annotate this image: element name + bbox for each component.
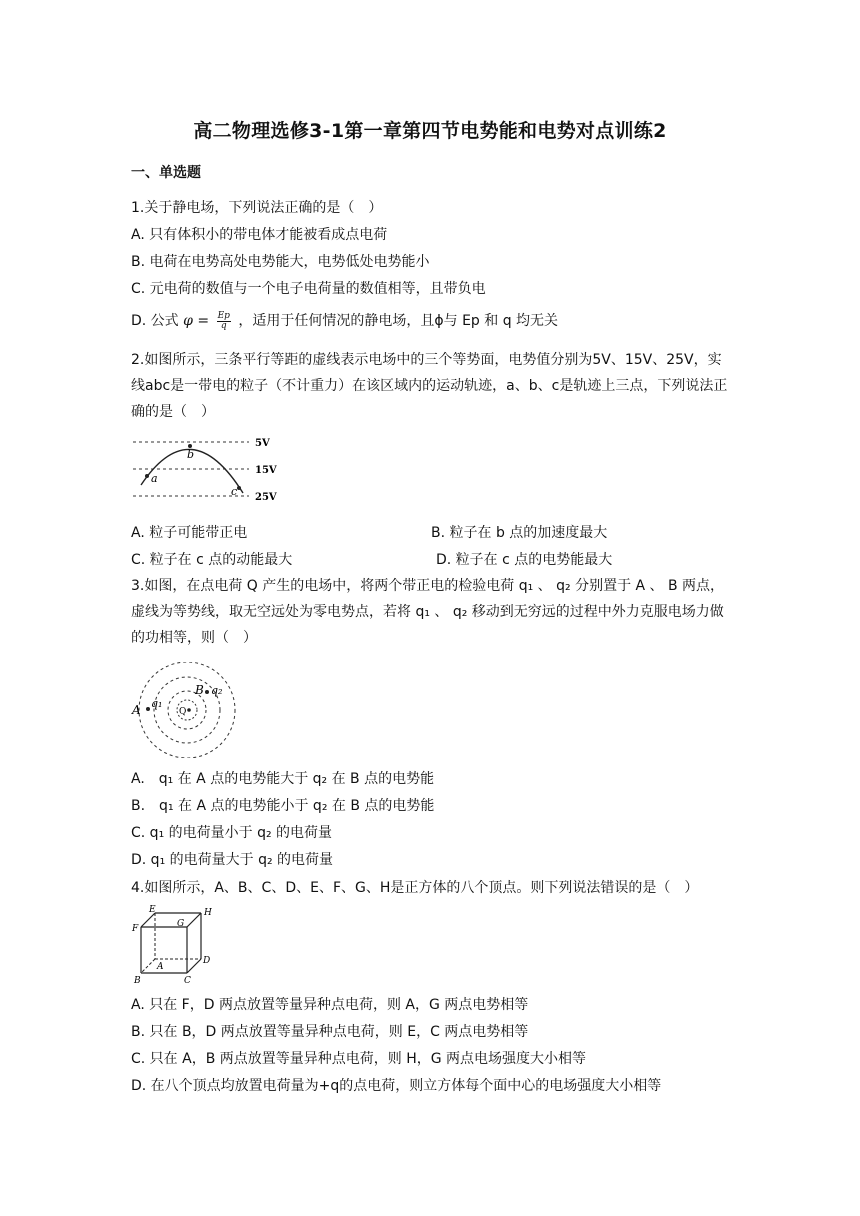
q4-option-a: A. 只在 F，D 两点放置等量异种点电荷，则 A，G 两点电势相等 [131,997,529,1013]
point-a-dot [146,707,150,711]
vertex-b-label: B [134,976,141,986]
equipotential-circle-outer [139,662,235,758]
q3-option-c: C. q₁ 的电荷量小于 q₂ 的电荷量 [131,825,333,841]
q2-trajectory-figure [131,430,291,510]
q1-d-phi: φ [183,313,193,329]
q1-d-fraction [217,312,231,331]
section-heading: 一、单选题 [131,165,201,181]
q3-option-b: B. q₁ 在 A 点的电势能小于 q₂ 在 B 点的电势能 [131,798,435,814]
q4-option-b: B. 只在 B，D 两点放置等量异种点电荷，则 E，C 两点电势相等 [131,1024,529,1040]
label-B: B [195,683,204,697]
q2-stem: 2.如图所示，三条平行等距的虚线表示电场中的三个等势面，电势值分别为5V、15V、25V，实线abc是一带电的粒子（不计重力）在该区域内的运动轨迹，a、b、c是轨迹上三点，下列说法正确的是（ ） [131,352,728,420]
label-q: Q [179,707,187,717]
label-A: A [132,703,141,717]
vertex-g-label: G [177,919,185,929]
vertex-a-label: A [157,962,164,972]
q2-option-a: A. 粒子可能带正电 [131,525,248,541]
point-a-dot [145,474,149,478]
charge-q-dot [187,708,191,712]
vertex-e-label: E [149,905,156,915]
label-a: a [151,472,158,485]
q2-option-b: B. 粒子在 b 点的加速度最大 [431,525,608,541]
q1-option-b: B. 电荷在电势高处电势能大，电势低处电势能小 [131,254,430,270]
edge-hg [187,913,201,927]
vertex-h-label: H [204,908,212,918]
q2-option-d: D. 粒子在 c 点的电势能最大 [436,552,613,568]
vertex-f-label: F [132,924,139,934]
label-15v: 15V [255,465,277,476]
q4-option-d: D. 在八个顶点均放置电荷量为+q的点电荷，则立方体每个面中心的电场强度大小相等 [131,1078,662,1094]
q4-cube-figure [131,905,221,987]
label-25v: 25V [255,492,277,503]
point-b-dot [205,690,209,694]
label-5v: 5V [255,438,270,449]
q1-option-a: A. 只有体积小的带电体才能被看成点电荷 [131,227,388,243]
page-title: 高二物理选修3-1第一章第四节电势能和电势对点训练2 [193,120,667,142]
q4-stem: 4.如图所示，A、B、C、D、E、F、G、H是正方体的八个顶点。则下列说法错误的是（ ） [131,880,699,896]
q4-option-c: C. 只在 A，B 两点放置等量异种点电荷，则 H，G 两点电场强度大小相等 [131,1051,587,1067]
vertex-d-label: D [203,956,211,966]
q3-option-a: A. q₁ 在 A 点的电势能大于 q₂ 在 B 点的电势能 [131,771,435,787]
q1-d-eq: = [197,313,210,329]
q1-d-numerator: Ep [217,310,230,321]
q3-equipotential-figure [131,662,241,758]
point-c-dot [237,486,241,490]
label-b: b [187,448,195,461]
q1-option-c: C. 元电荷的数值与一个电子电荷量的数值相等，且带负电 [131,281,486,297]
q1-d-denominator: q [220,320,227,331]
edge-ef [141,913,155,927]
edge-ab-hidden [141,959,155,973]
vertex-c-label: C [184,976,191,986]
edge-dc [187,959,201,973]
q1-stem: 1.关于静电场，下列说法正确的是（ ） [131,200,383,216]
q3-stem: 3.如图，在点电荷 Q 产生的电场中，将两个带正电的检验电荷 q₁ 、 q₂ 分别置于 A 、 B 两点，虚线为等势线，取无空远处为零电势点，若将 q₁ 、 q₂ 移动到无穷远的过程中外力克服电场力做的功相等，则（ ） [131,578,725,646]
label-q1: q₁ [151,697,163,710]
label-c: c [231,485,238,498]
q3-option-d: D. q₁ 的电荷量大于 q₂ 的电荷量 [131,852,334,868]
q1-d-prefix: D. 公式 [131,313,179,329]
q1-d-suffix: ，适用于任何情况的静电场，且ϕ与 Ep 和 q 均无关 [238,313,559,329]
q2-option-c: C. 粒子在 c 点的动能最大 [131,552,293,568]
q1-option-d [131,311,558,331]
label-q2: q₂ [211,684,223,697]
